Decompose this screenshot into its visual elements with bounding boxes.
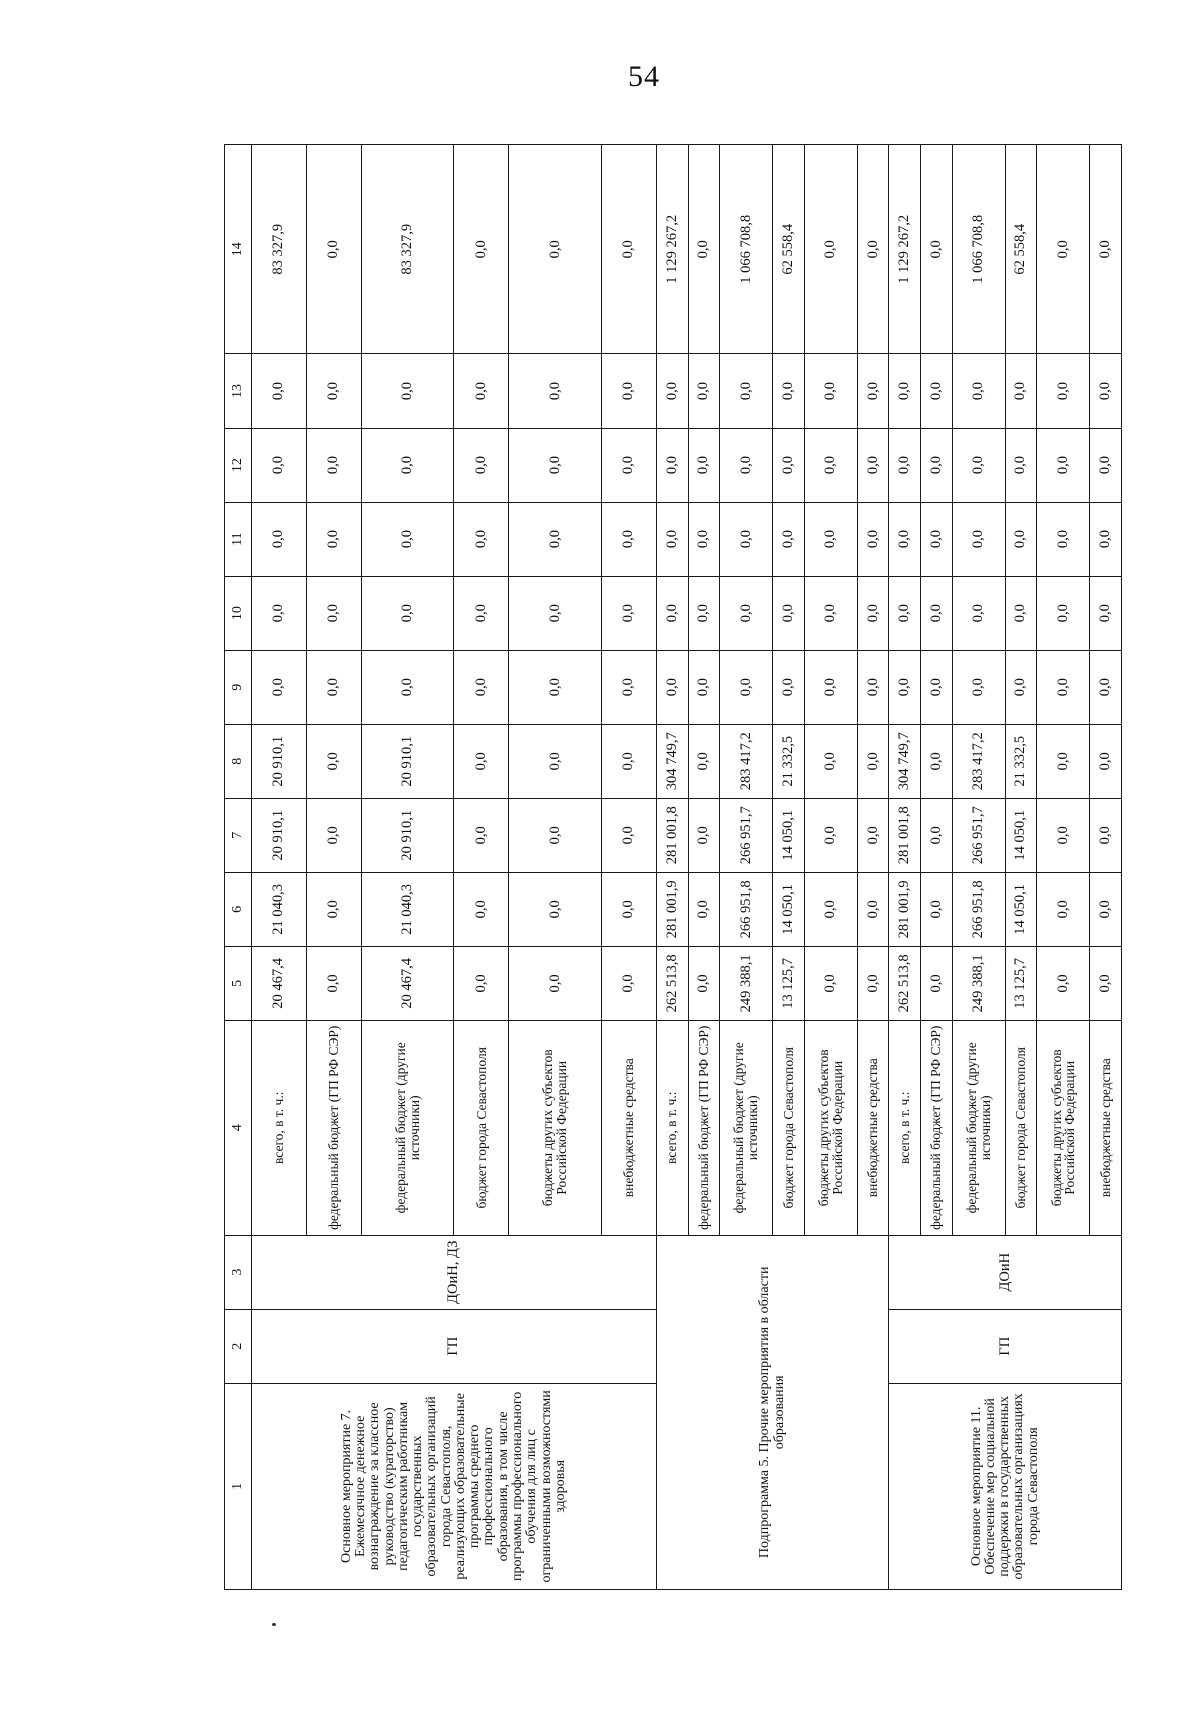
- value-cell: 0,0: [1037, 872, 1090, 946]
- value-cell: 0,0: [1037, 502, 1090, 576]
- value-cell: 0,0: [921, 872, 953, 946]
- value-cell: 0,0: [601, 354, 656, 428]
- value-cell: 281 001,9: [656, 872, 688, 946]
- funding-source-cell: внебюджетные средства: [857, 1020, 889, 1235]
- value-cell: 0,0: [921, 798, 953, 872]
- value-cell: 20 910,1: [252, 798, 307, 872]
- executor-cell: ДОиН: [889, 1235, 1122, 1309]
- value-cell: 0,0: [889, 428, 921, 502]
- value-cell: 0,0: [454, 946, 509, 1020]
- value-cell: 0,0: [509, 145, 601, 354]
- value-cell: 0,0: [307, 650, 362, 724]
- value-cell: 0,0: [1005, 502, 1037, 576]
- value-cell: 0,0: [804, 872, 857, 946]
- header-cell: 13: [225, 354, 252, 428]
- value-cell: 0,0: [720, 576, 773, 650]
- value-cell: 0,0: [1090, 502, 1122, 576]
- value-cell: 0,0: [509, 354, 601, 428]
- value-cell: 0,0: [1037, 798, 1090, 872]
- value-cell: 0,0: [1090, 650, 1122, 724]
- value-cell: 304 749,7: [656, 724, 688, 798]
- value-cell: 281 001,9: [889, 872, 921, 946]
- value-cell: 0,0: [688, 946, 720, 1020]
- value-cell: 0,0: [1005, 354, 1037, 428]
- value-cell: 0,0: [509, 650, 601, 724]
- value-cell: 0,0: [362, 650, 454, 724]
- value-cell: 0,0: [454, 354, 509, 428]
- value-cell: 14 050,1: [773, 872, 805, 946]
- funding-source-cell: федеральный бюджет (ГП РФ СЭР): [921, 1020, 953, 1235]
- value-cell: 0,0: [804, 354, 857, 428]
- value-cell: 0,0: [889, 354, 921, 428]
- value-cell: 281 001,8: [889, 798, 921, 872]
- value-cell: 1 129 267,2: [889, 145, 921, 354]
- value-cell: 266 951,7: [720, 798, 773, 872]
- funding-source-cell: бюджет города Севастополя: [773, 1020, 805, 1235]
- value-cell: 0,0: [688, 428, 720, 502]
- value-cell: 0,0: [252, 650, 307, 724]
- value-cell: 266 951,8: [720, 872, 773, 946]
- value-cell: 0,0: [1037, 946, 1090, 1020]
- value-cell: 0,0: [454, 576, 509, 650]
- funding-source-cell: федеральный бюджет (ГП РФ СЭР): [688, 1020, 720, 1235]
- header-cell: 11: [225, 502, 252, 576]
- value-cell: 0,0: [601, 145, 656, 354]
- value-cell: 0,0: [1037, 428, 1090, 502]
- header-cell: 10: [225, 576, 252, 650]
- value-cell: 0,0: [307, 502, 362, 576]
- value-cell: 0,0: [509, 872, 601, 946]
- executor-cell: ДОиН, ДЗ: [252, 1235, 657, 1309]
- value-cell: 20 910,1: [362, 724, 454, 798]
- value-cell: 0,0: [601, 576, 656, 650]
- funding-source-cell: федеральный бюджет (ГП РФ СЭР): [307, 1020, 362, 1235]
- value-cell: 0,0: [921, 724, 953, 798]
- value-cell: 0,0: [804, 650, 857, 724]
- value-cell: 0,0: [1090, 946, 1122, 1020]
- value-cell: 0,0: [857, 576, 889, 650]
- value-cell: 0,0: [601, 428, 656, 502]
- value-cell: 0,0: [688, 576, 720, 650]
- value-cell: 266 951,8: [952, 872, 1005, 946]
- header-cell: 7: [225, 798, 252, 872]
- value-cell: 0,0: [857, 872, 889, 946]
- value-cell: 0,0: [857, 650, 889, 724]
- table-row: [656, 145, 688, 1590]
- value-cell: 0,0: [601, 946, 656, 1020]
- value-cell: 0,0: [509, 576, 601, 650]
- value-cell: 0,0: [509, 946, 601, 1020]
- value-cell: 0,0: [688, 502, 720, 576]
- value-cell: 0,0: [688, 798, 720, 872]
- value-cell: 21 332,5: [773, 724, 805, 798]
- value-cell: 0,0: [454, 650, 509, 724]
- value-cell: 0,0: [857, 798, 889, 872]
- value-cell: 20 910,1: [362, 798, 454, 872]
- value-cell: 1 129 267,2: [656, 145, 688, 354]
- header-cell: 4: [225, 1020, 252, 1235]
- value-cell: 0,0: [307, 872, 362, 946]
- value-cell: 1 066 708,8: [720, 145, 773, 354]
- value-cell: 0,0: [509, 724, 601, 798]
- value-cell: 0,0: [773, 576, 805, 650]
- value-cell: 0,0: [688, 650, 720, 724]
- table-rotation-frame: [224, 144, 1122, 1590]
- value-cell: 0,0: [252, 576, 307, 650]
- value-cell: 262 513,8: [656, 946, 688, 1020]
- value-cell: 20 910,1: [252, 724, 307, 798]
- value-cell: 0,0: [252, 502, 307, 576]
- value-cell: 0,0: [952, 354, 1005, 428]
- value-cell: 0,0: [720, 502, 773, 576]
- value-cell: 281 001,8: [656, 798, 688, 872]
- activity-name-cell: Основное мероприятие 11. Обеспечение мер социальной поддержки в государственных образовательных организациях города Севастополя: [889, 1383, 1122, 1589]
- value-cell: 0,0: [1090, 428, 1122, 502]
- value-cell: 0,0: [307, 576, 362, 650]
- program-code-cell: ГП: [889, 1309, 1122, 1383]
- table-row: [252, 145, 307, 1590]
- header-cell: 5: [225, 946, 252, 1020]
- value-cell: 0,0: [857, 502, 889, 576]
- value-cell: 21 332,5: [1005, 724, 1037, 798]
- header-cell: 3: [225, 1235, 252, 1309]
- value-cell: 0,0: [509, 798, 601, 872]
- value-cell: 266 951,7: [952, 798, 1005, 872]
- value-cell: 0,0: [454, 798, 509, 872]
- funding-source-cell: бюджет города Севастополя: [1005, 1020, 1037, 1235]
- value-cell: 0,0: [656, 650, 688, 724]
- value-cell: 0,0: [921, 946, 953, 1020]
- value-cell: 0,0: [688, 354, 720, 428]
- value-cell: 0,0: [1037, 650, 1090, 724]
- value-cell: 0,0: [509, 428, 601, 502]
- value-cell: 0,0: [773, 354, 805, 428]
- program-code-cell: ГП: [252, 1309, 657, 1383]
- value-cell: 304 749,7: [889, 724, 921, 798]
- funding-source-cell: бюджеты других субъектов Российской Федерации: [804, 1020, 857, 1235]
- header-cell: 6: [225, 872, 252, 946]
- value-cell: 13 125,7: [773, 946, 805, 1020]
- value-cell: 0,0: [857, 946, 889, 1020]
- value-cell: 0,0: [804, 502, 857, 576]
- value-cell: 0,0: [307, 798, 362, 872]
- page-number: 54: [628, 60, 660, 93]
- value-cell: 0,0: [921, 428, 953, 502]
- value-cell: 14 050,1: [1005, 872, 1037, 946]
- value-cell: 0,0: [804, 428, 857, 502]
- funding-source-cell: федеральный бюджет (другие источники): [952, 1020, 1005, 1235]
- value-cell: 62 558,4: [1005, 145, 1037, 354]
- header-cell: 1: [225, 1383, 252, 1589]
- value-cell: 0,0: [952, 576, 1005, 650]
- funding-source-cell: бюджеты других субъектов Российской Федерации: [1037, 1020, 1090, 1235]
- value-cell: 0,0: [362, 502, 454, 576]
- scan-speck: [272, 1623, 276, 1626]
- value-cell: 0,0: [804, 145, 857, 354]
- value-cell: 0,0: [804, 946, 857, 1020]
- table-rotated-container: [224, 144, 1122, 1590]
- value-cell: 0,0: [656, 428, 688, 502]
- value-cell: 0,0: [857, 354, 889, 428]
- value-cell: 0,0: [454, 502, 509, 576]
- value-cell: 0,0: [889, 576, 921, 650]
- funding-source-cell: федеральный бюджет (другие источники): [362, 1020, 454, 1235]
- funding-source-cell: всего, в т. ч.:: [252, 1020, 307, 1235]
- value-cell: 0,0: [921, 145, 953, 354]
- value-cell: 283 417,2: [720, 724, 773, 798]
- value-cell: 21 040,3: [362, 872, 454, 946]
- value-cell: 0,0: [1005, 576, 1037, 650]
- budget-table: [224, 144, 1122, 1590]
- value-cell: 1 066 708,8: [952, 145, 1005, 354]
- value-cell: 0,0: [921, 354, 953, 428]
- value-cell: 0,0: [601, 502, 656, 576]
- table-header-row: [225, 145, 252, 1590]
- header-cell: 14: [225, 145, 252, 354]
- value-cell: 0,0: [362, 576, 454, 650]
- value-cell: 0,0: [804, 724, 857, 798]
- funding-source-cell: федеральный бюджет (другие источники): [720, 1020, 773, 1235]
- value-cell: 0,0: [889, 502, 921, 576]
- value-cell: 0,0: [857, 428, 889, 502]
- value-cell: 0,0: [952, 428, 1005, 502]
- value-cell: 0,0: [362, 428, 454, 502]
- value-cell: 249 388,1: [720, 946, 773, 1020]
- value-cell: 0,0: [889, 650, 921, 724]
- value-cell: 0,0: [362, 354, 454, 428]
- header-cell: 12: [225, 428, 252, 502]
- value-cell: 0,0: [1037, 354, 1090, 428]
- funding-source-cell: внебюджетные средства: [1090, 1020, 1122, 1235]
- value-cell: 0,0: [773, 428, 805, 502]
- value-cell: 0,0: [601, 724, 656, 798]
- value-cell: 0,0: [1090, 354, 1122, 428]
- value-cell: 0,0: [1090, 145, 1122, 354]
- value-cell: 20 467,4: [362, 946, 454, 1020]
- value-cell: 0,0: [1037, 145, 1090, 354]
- value-cell: 0,0: [921, 502, 953, 576]
- value-cell: 0,0: [1005, 650, 1037, 724]
- value-cell: 0,0: [1037, 576, 1090, 650]
- funding-source-cell: всего, в т. ч.:: [656, 1020, 688, 1235]
- value-cell: 0,0: [601, 650, 656, 724]
- value-cell: 0,0: [1037, 724, 1090, 798]
- value-cell: 0,0: [688, 872, 720, 946]
- value-cell: 0,0: [307, 428, 362, 502]
- funding-source-cell: бюджет города Севастополя: [454, 1020, 509, 1235]
- value-cell: 262 513,8: [889, 946, 921, 1020]
- funding-source-cell: всего, в т. ч.:: [889, 1020, 921, 1235]
- header-cell: 8: [225, 724, 252, 798]
- value-cell: 0,0: [1090, 872, 1122, 946]
- value-cell: 62 558,4: [773, 145, 805, 354]
- value-cell: 0,0: [454, 724, 509, 798]
- value-cell: 0,0: [720, 354, 773, 428]
- header-cell: 9: [225, 650, 252, 724]
- value-cell: 0,0: [921, 650, 953, 724]
- value-cell: 0,0: [307, 145, 362, 354]
- value-cell: 0,0: [252, 428, 307, 502]
- table-body: [225, 145, 1122, 1590]
- table-row: [889, 145, 921, 1590]
- value-cell: 0,0: [454, 145, 509, 354]
- header-cell: 2: [225, 1309, 252, 1383]
- value-cell: 21 040,3: [252, 872, 307, 946]
- value-cell: 14 050,1: [1005, 798, 1037, 872]
- value-cell: 13 125,7: [1005, 946, 1037, 1020]
- value-cell: 0,0: [688, 145, 720, 354]
- value-cell: 0,0: [857, 724, 889, 798]
- value-cell: 0,0: [601, 872, 656, 946]
- value-cell: 14 050,1: [773, 798, 805, 872]
- activity-name-cell: Основное мероприятие 7. Ежемесячное денежное вознаграждение за классное руководство (кураторство) педагогическим работникам государственных образовательных организаций города Севастополя, реализующих образовательные программы среднего профессионального образования, в том числе программы профессионального обучения для лиц с ограниченными возможностями здоровья: [252, 1383, 657, 1589]
- value-cell: 0,0: [720, 650, 773, 724]
- subprogram-title-cell: Подпрограмма 5. Прочие мероприятия в области образования: [656, 1235, 889, 1589]
- value-cell: 0,0: [804, 798, 857, 872]
- value-cell: 249 388,1: [952, 946, 1005, 1020]
- value-cell: 0,0: [857, 145, 889, 354]
- value-cell: 0,0: [1090, 576, 1122, 650]
- value-cell: 0,0: [952, 650, 1005, 724]
- value-cell: 0,0: [307, 354, 362, 428]
- value-cell: 0,0: [1090, 724, 1122, 798]
- funding-source-cell: бюджеты других субъектов Российской Федерации: [509, 1020, 601, 1235]
- value-cell: 0,0: [307, 724, 362, 798]
- value-cell: 0,0: [1090, 798, 1122, 872]
- value-cell: 0,0: [952, 502, 1005, 576]
- value-cell: 0,0: [773, 650, 805, 724]
- value-cell: 0,0: [656, 354, 688, 428]
- value-cell: 20 467,4: [252, 946, 307, 1020]
- value-cell: 283 417,2: [952, 724, 1005, 798]
- value-cell: 0,0: [804, 576, 857, 650]
- value-cell: 83 327,9: [362, 145, 454, 354]
- value-cell: 0,0: [773, 502, 805, 576]
- value-cell: 0,0: [720, 428, 773, 502]
- value-cell: 0,0: [601, 798, 656, 872]
- value-cell: 83 327,9: [252, 145, 307, 354]
- value-cell: 0,0: [656, 576, 688, 650]
- value-cell: 0,0: [656, 502, 688, 576]
- value-cell: 0,0: [454, 872, 509, 946]
- funding-source-cell: внебюджетные средства: [601, 1020, 656, 1235]
- value-cell: 0,0: [509, 502, 601, 576]
- value-cell: 0,0: [1005, 428, 1037, 502]
- value-cell: 0,0: [252, 354, 307, 428]
- value-cell: 0,0: [454, 428, 509, 502]
- value-cell: 0,0: [921, 576, 953, 650]
- value-cell: 0,0: [688, 724, 720, 798]
- value-cell: 0,0: [307, 946, 362, 1020]
